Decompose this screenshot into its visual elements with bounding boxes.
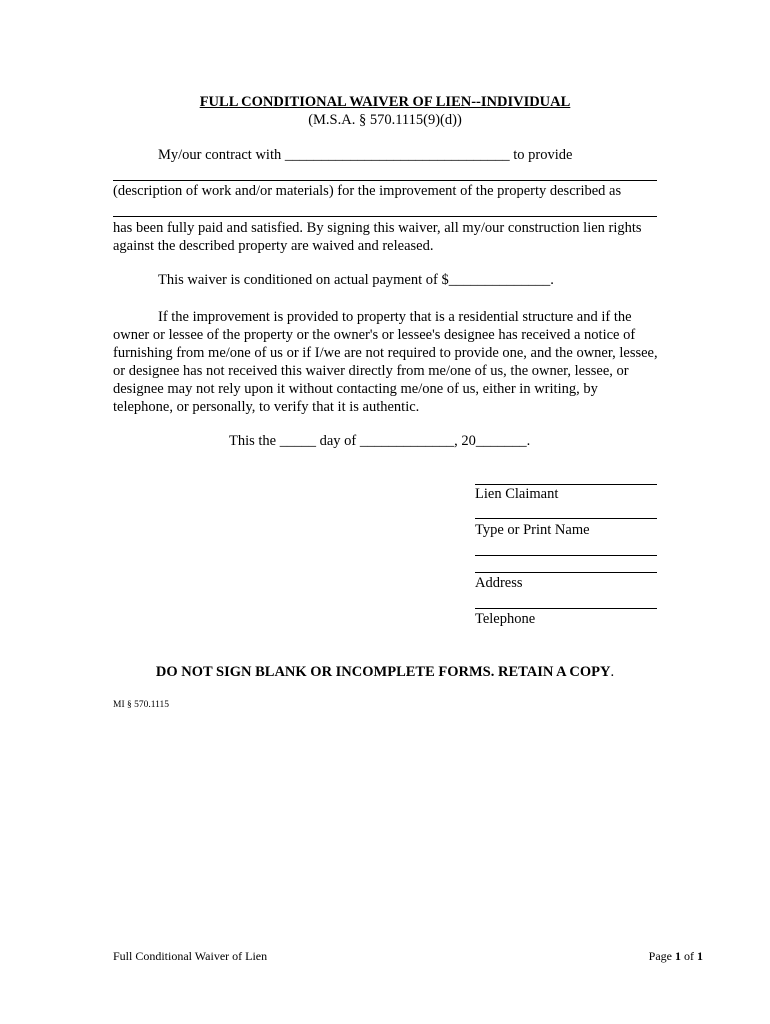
page-total: 1 xyxy=(697,949,703,963)
page-prefix: Page xyxy=(648,949,672,963)
page-of: of xyxy=(684,949,694,963)
page-current: 1 xyxy=(675,949,681,963)
footer-title: Full Conditional Waiver of Lien xyxy=(113,949,268,963)
form-code: MI § 570.1115 xyxy=(113,700,170,710)
warning-notice xyxy=(113,664,657,681)
paid-paragraph: has been fully paid and satisfied. By signing this waiver, all my/our construction lien rights against the described property are waived and released. xyxy=(113,220,642,254)
name-line xyxy=(475,518,657,519)
telephone-line xyxy=(475,608,657,609)
page-number xyxy=(649,949,703,964)
telephone-label: Telephone xyxy=(475,611,536,627)
description-line: (description of work and/or materials) for the improvement of the property described as xyxy=(113,183,622,199)
contract-blank: _______________________________ xyxy=(284,147,510,163)
contract-line xyxy=(158,147,572,164)
address-line-1 xyxy=(475,555,657,556)
warning-period: . xyxy=(610,664,615,680)
address-line-2 xyxy=(475,572,657,573)
statute-reference: (M.S.A. § 570.1115(9)(d)) xyxy=(308,112,462,128)
property-rule xyxy=(113,216,657,217)
document-title: FULL CONDITIONAL WAIVER OF LIEN--INDIVIDUAL xyxy=(199,94,571,110)
contract-suffix: to provide xyxy=(513,147,573,163)
date-line: This the _____ day of _____________, 20_______. xyxy=(229,433,531,449)
lien-claimant-label: Lien Claimant xyxy=(475,486,559,502)
condition-paragraph: This waiver is conditioned on actual payment of $______________. xyxy=(158,272,554,288)
contract-prefix: My/our contract with xyxy=(158,147,282,163)
residential-paragraph: If the improvement is provided to property that is a residential structure and if the owner or lessee of the property or the owner's or lessee's designee has received a notice of furnishing from me/one of us or if I/we are not required to provide one, and the owner, lessee, or designee has not received this waiver directly from me/one of us, the owner, lessee, or designee may not rely upon it without contacting me/one of us, either in writing, by telephone, or personally, to verify that it is authentic. xyxy=(113,309,658,415)
contract-rule xyxy=(113,180,657,181)
type-or-print-name-label: Type or Print Name xyxy=(475,522,590,538)
lien-claimant-signature-line xyxy=(475,484,657,485)
warning-text: DO NOT SIGN BLANK OR INCOMPLETE FORMS. RETAIN A COPY xyxy=(155,664,611,680)
address-label: Address xyxy=(475,575,523,591)
